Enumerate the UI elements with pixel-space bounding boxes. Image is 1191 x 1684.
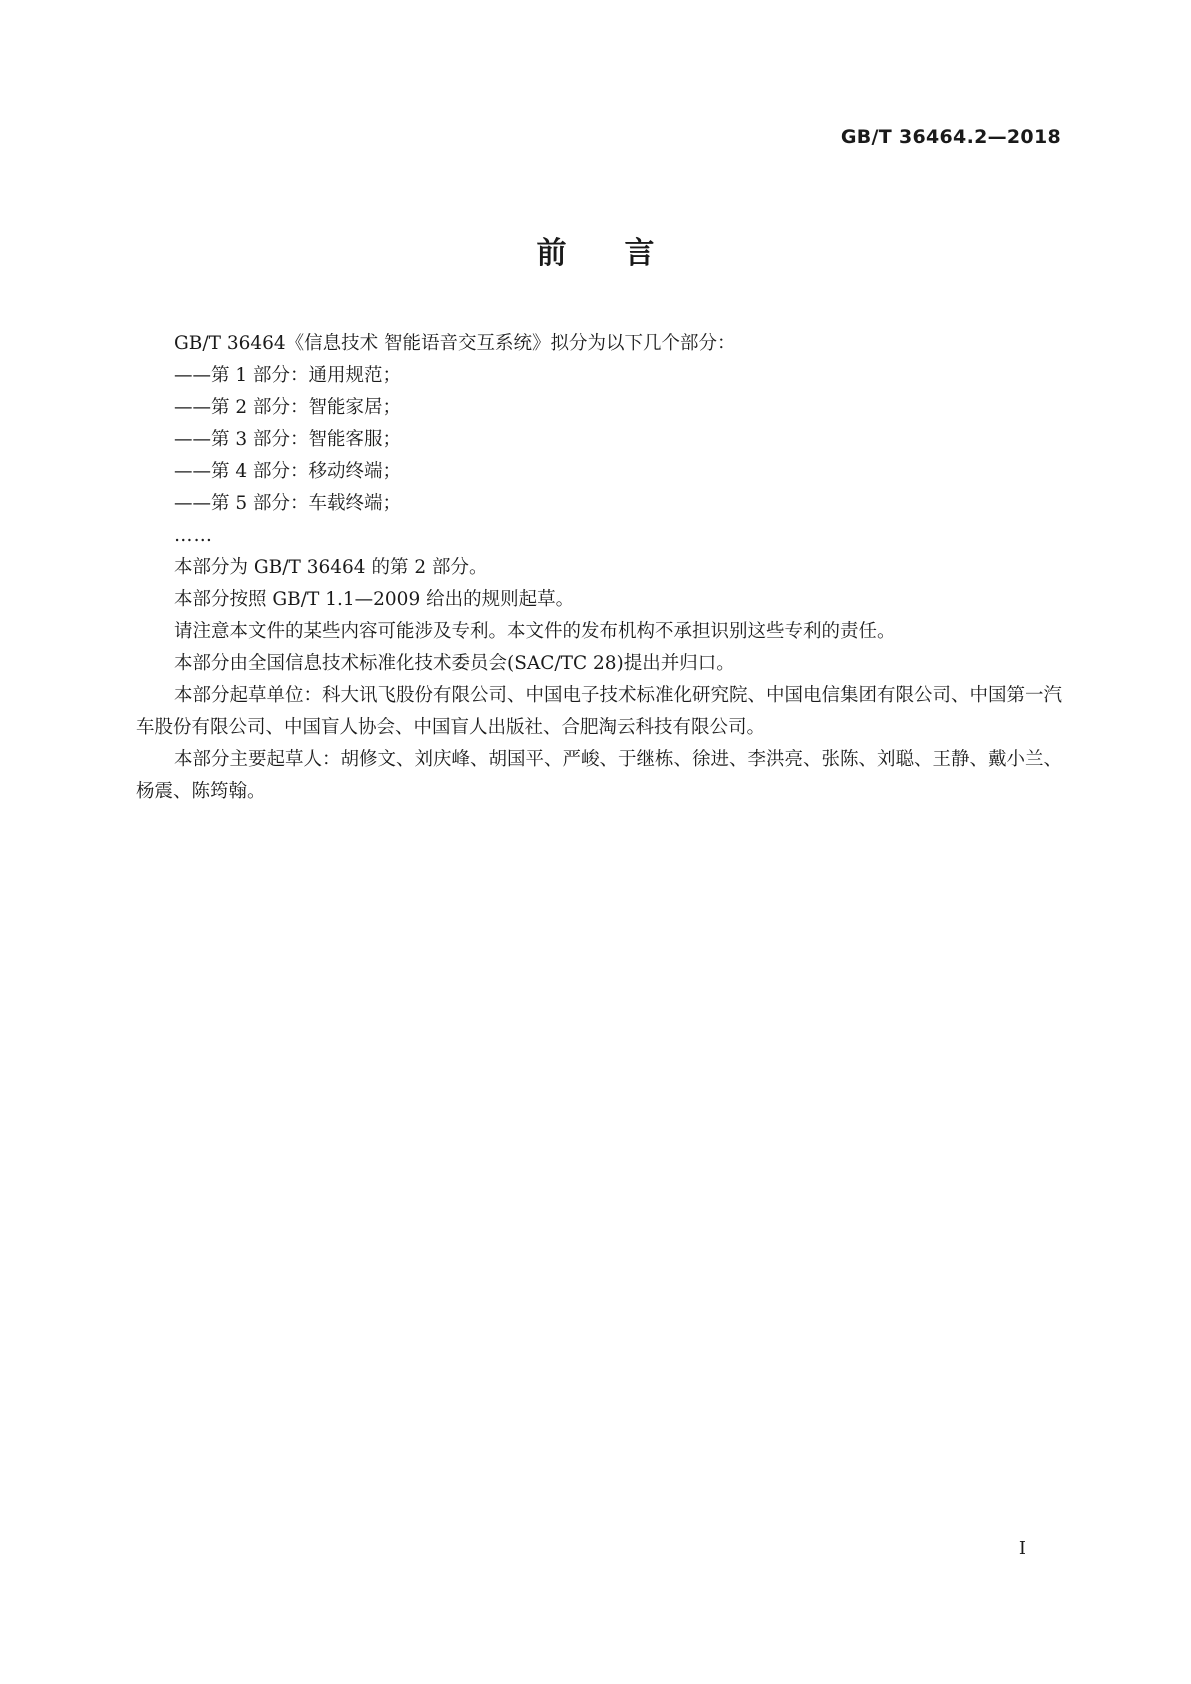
page-title: 前言 bbox=[536, 236, 713, 271]
part-list-item: ——第 5 部分：车载终端； bbox=[174, 493, 402, 514]
foreword-body bbox=[136, 328, 1062, 808]
part-list-item: ——第 2 部分：智能家居； bbox=[174, 397, 402, 418]
standard-code: GB/T 36464.2—2018 bbox=[840, 126, 1061, 148]
paragraph-proposer: 本部分由全国信息技术标准化技术委员会(SAC/TC 28)提出并归口。 bbox=[174, 653, 735, 674]
part-list-item: ——第 3 部分：智能客服； bbox=[174, 429, 402, 450]
paragraph-drafting-units: 本部分起草单位：科大讯飞股份有限公司、中国电子技术标准化研究院、中国电信集团有限公司、中国第一汽车股份有限公司、中国盲人协会、中国盲人出版社、合肥淘云科技有限公司。 bbox=[136, 685, 1063, 738]
list-ellipsis: …… bbox=[174, 525, 213, 546]
paragraph-patent-notice: 请注意本文件的某些内容可能涉及专利。本文件的发布机构不承担识别这些专利的责任。 bbox=[174, 621, 896, 642]
paragraph-part-number: 本部分为 GB/T 36464 的第 2 部分。 bbox=[174, 557, 488, 578]
paragraph-drafting-rules: 本部分按照 GB/T 1.1—2009 给出的规则起草。 bbox=[174, 589, 575, 610]
paragraph-drafters: 本部分主要起草人：胡修文、刘庆峰、胡国平、严峻、于继栋、徐进、李洪亮、张陈、刘聪、王静、戴小兰、杨震、陈筠翰。 bbox=[136, 749, 1063, 802]
part-list-item: ——第 4 部分：移动终端； bbox=[174, 461, 402, 482]
intro-paragraph: GB/T 36464《信息技术 智能语音交互系统》拟分为以下几个部分： bbox=[174, 333, 736, 354]
page-number: I bbox=[1018, 1538, 1026, 1559]
part-list-item: ——第 1 部分：通用规范； bbox=[174, 365, 402, 386]
